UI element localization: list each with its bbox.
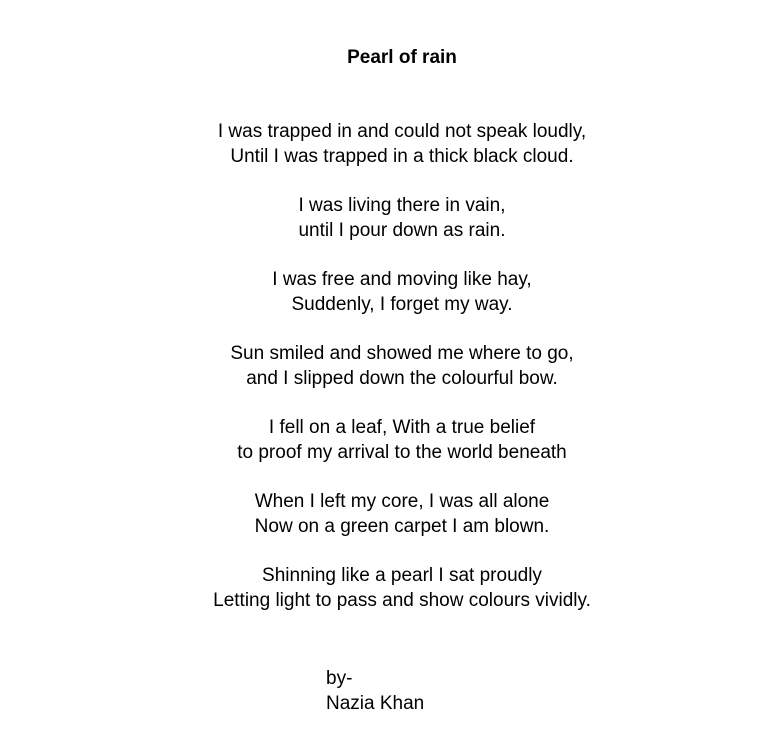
poem-line: I was free and moving like hay, [272,269,532,290]
stanza-1 [0,119,772,169]
poem-line: until I pour down as rain. [298,220,506,241]
byline-prefix: by- [326,668,353,689]
stanza-7 [0,563,772,613]
author-byline [326,666,424,716]
stanza-5 [0,415,772,465]
poem-line: When I left my core, I was all alone [254,491,550,512]
poem-line: Shinning like a pearl I sat proudly [262,565,542,586]
poem-line: I was trapped in and could not speak loudly, [217,121,587,142]
poem-line: Letting light to pass and show colours vividly. [213,590,591,611]
poem-line: Until I was trapped in a thick black cloud. [230,146,574,167]
poem-line: I fell on a leaf, With a true belief [268,417,536,438]
poem-body [0,119,772,637]
author-name: Nazia Khan [326,693,425,714]
poem-line: Suddenly, I forget my way. [291,294,513,315]
poem-line: Sun smiled and showed me where to go, [230,343,574,364]
poem-title: Pearl of rain [347,47,457,68]
stanza-6 [0,489,772,539]
stanza-2 [0,193,772,243]
stanza-3 [0,267,772,317]
poem-line: to proof my arrival to the world beneath [237,442,567,463]
poem-line: I was living there in vain, [298,195,506,216]
poem-line: Now on a green carpet I am blown. [254,516,550,537]
poem-line: and I slipped down the colourful bow. [246,368,558,389]
stanza-4 [0,341,772,391]
